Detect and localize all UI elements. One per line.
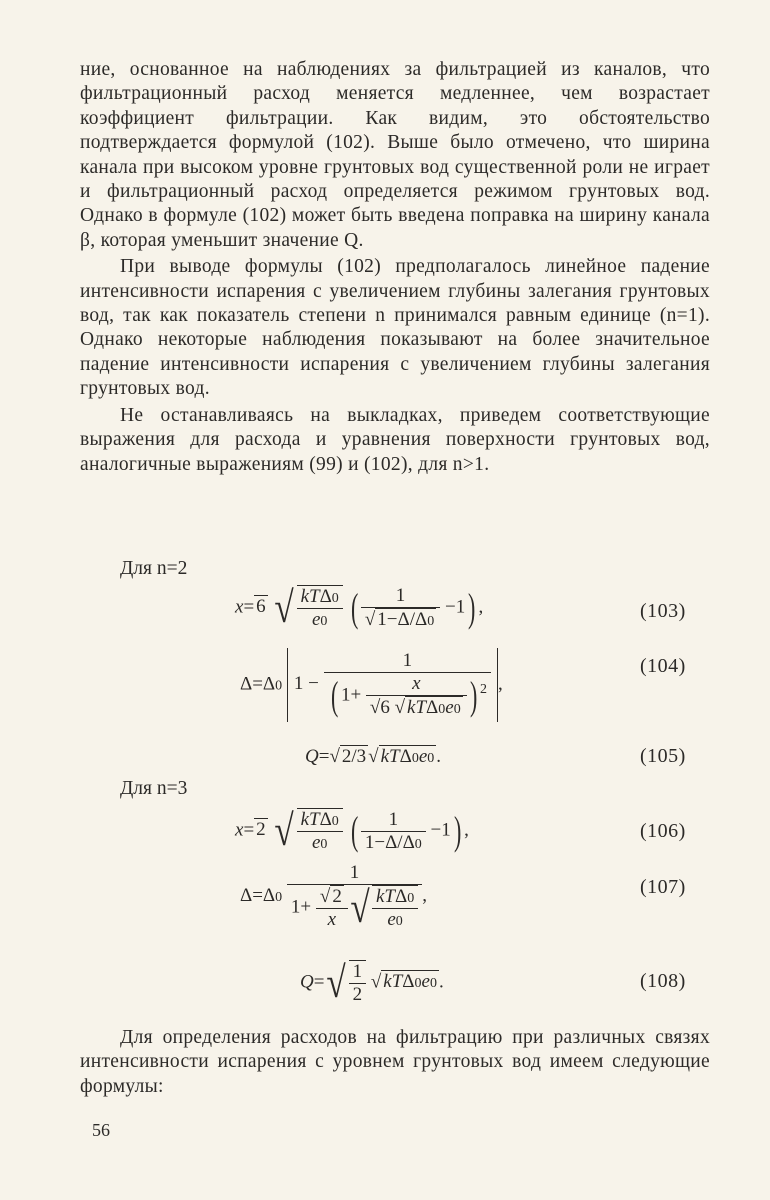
page-body [80,58,710,477]
paragraph-4: Для определения расходов на фильтрацию при различных связях интенсивности испарения с уровнем грунтовых вод имеем следующие формулы: [80,1027,710,1097]
equation-107: Δ=Δ0 1 1+ $\frac{√ 2}{x}$ √ $\frac{\text{kTΔ0}}{e0}$ , [240,862,427,932]
page-body-bottom [80,1026,710,1099]
equation-104: Δ=Δ0 1 − 1 ( 1+ $\frac{x}{\text{√6 √ kTΔ0e0}}$ ) $^2$ , [240,648,503,722]
equation-number-103: (103) [640,600,686,622]
equation-number-106: (106) [640,820,686,842]
label-n2: Для n=2 [120,558,188,579]
paragraph-1: ние, основанное на наблюдениях за фильтрацией из каналов, что фильтрационный расход меняется медленнее, чем возрастает коэффициент фильтрации. Как видим, это обстоятельство подтверждается формулой (102). Выше было отмечено, что ширина канала при высоком уровне грунтовых вод существенной роли не играет и фильтрационный расход определяется режимом грунтовых вод. Однако в формуле (102) может быть введена поправка на ширину канала β, которая уменьшит значение Q. [80,59,710,251]
equation-number-108: (108) [640,970,686,992]
equation-number-104: (104) [640,655,686,677]
paragraph-2: При выводе формулы (102) предполагалось линейное падение интенсивности испарения с увеличением глубины залегания грунтовых вод, так как показатель степени n принимался равным единице (n=1). Однако некоторые наблюдения показывают на более значительное падение интенсивности испарения с увеличением глубины залегания грунтовых вод. [80,256,710,400]
equation-108: Q=√ $\frac{1}{2}$ √ kTΔ0e0 . [300,958,444,1007]
equation-103: x= 6 √ $\frac{\text{kTΔ0}}{e0}$ ( $\frac{1}{√ 1-\Delta/\Delta 0}$ −1) , [235,583,484,632]
equation-number-107: (107) [640,876,686,898]
equation-number-105: (105) [640,745,686,767]
page-number: 56 [92,1120,110,1140]
equation-106: x= 2 √ $\frac{\text{kTΔ0}}{e0}$ ( $\frac{1}{1-\Delta/\Delta 0}$ −1) , [235,806,469,855]
label-n3: Для n=3 [120,778,188,799]
paragraph-3: Не останавливаясь на выкладках, приведем соответствующие выражения для расхода и уравнения поверхности грунтовых вод, аналогичные выражениям (99) и (102), для n>1. [80,404,710,475]
equation-105: Q=√ 2/3 √ kTΔ0e0 . [305,746,442,767]
